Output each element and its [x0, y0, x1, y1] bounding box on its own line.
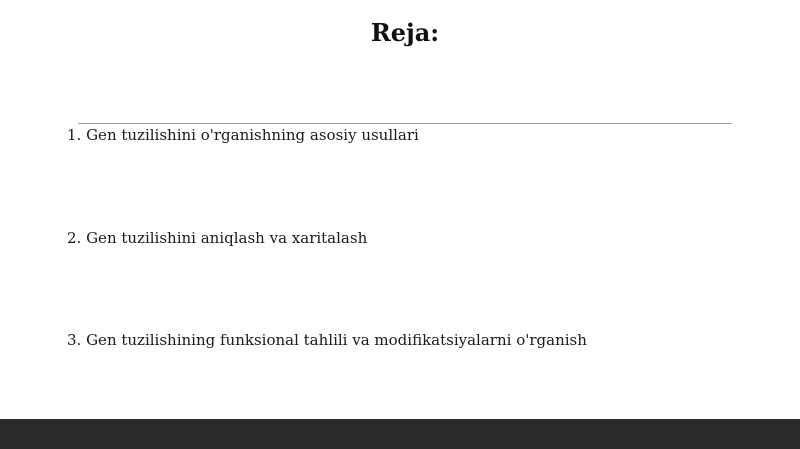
bottom-bar [0, 419, 800, 449]
plan-item-3: 3. Gen tuzilishining funksional tahlili va modifikatsiyalarni o'rganish [67, 331, 587, 349]
plan-item-2: 2. Gen tuzilishini aniqlash va xaritalash [67, 229, 368, 247]
divider-line [78, 123, 732, 124]
slide-title: Reja: [370, 18, 440, 47]
plan-item-1: 1. Gen tuzilishini o'rganishning asosiy usullari [67, 126, 419, 144]
